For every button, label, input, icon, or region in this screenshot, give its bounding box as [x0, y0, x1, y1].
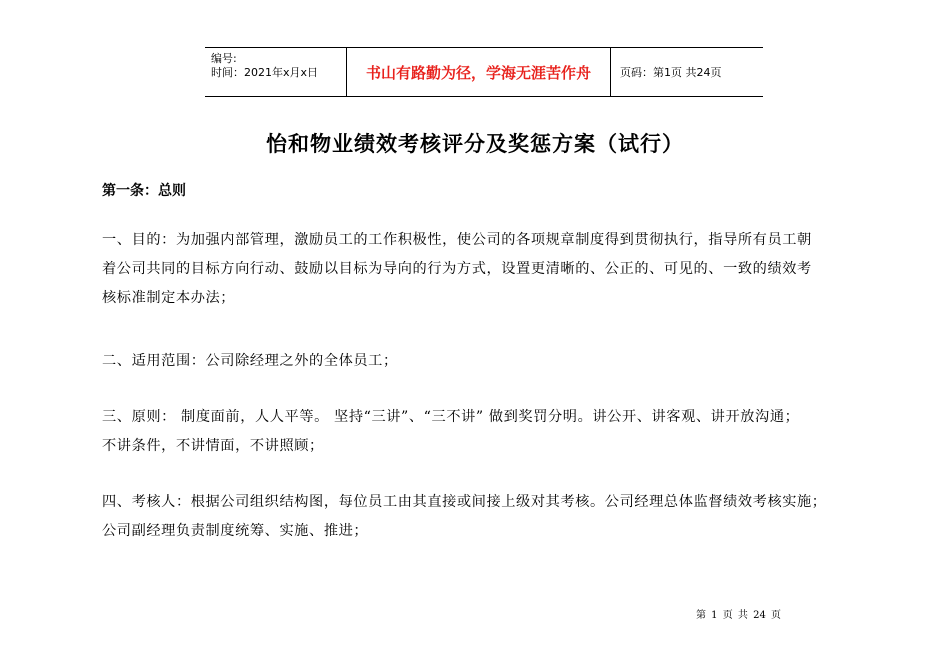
header-page-label: 页码：第1页 共24页: [620, 66, 722, 79]
header-motto: 书山有路勤为径，学海无涯苦作舟: [347, 48, 611, 96]
paragraph-purpose: [102, 226, 887, 313]
page-header: [205, 47, 763, 97]
paragraph-scope: [102, 347, 887, 376]
paragraph-line: 着公司共同的目标方向行动、鼓励以目标为导向的行为方式，设置更清晰的、公正的、可见的、一致的绩效考: [102, 261, 812, 277]
paragraph-line: 不讲条件，不讲情面，不讲照顾；: [102, 438, 324, 454]
section-heading: 第一条：总则: [102, 183, 186, 199]
paragraph-line: 三、原则： 制度面前，人人平等。 坚持“三讲”、“三不讲” 做到奖罚分明。讲公开、讲客观、讲开放沟通；: [102, 409, 800, 425]
paragraph-line: 核标准制定本办法；: [102, 290, 236, 306]
paragraph-line: 一、目的：为加强内部管理，激励员工的工作积极性，使公司的各项规章制度得到贯彻执行，指导所有员工朝: [102, 232, 812, 248]
paragraph-line: 二、适用范围：公司除经理之外的全体员工；: [102, 353, 398, 369]
document-time-label: 时间：2021年x月x日: [211, 66, 319, 79]
paragraph-assessor: [102, 488, 887, 546]
paragraph-line: 公司副经理负责制度统筹、实施、推进；: [102, 523, 369, 539]
document-title: 怡和物业绩效考核评分及奖惩方案（试行）: [266, 132, 684, 156]
header-meta-cell: [205, 48, 347, 96]
paragraph-principles: [102, 403, 887, 461]
paragraph-line: 四、考核人：根据公司组织结构图，每位员工由其直接或间接上级对其考核。公司经理总体监督绩效考核实施；: [102, 494, 827, 510]
page-footer: 第 1 页 共 24 页: [696, 610, 781, 621]
document-number-label: 编号:: [211, 52, 237, 65]
